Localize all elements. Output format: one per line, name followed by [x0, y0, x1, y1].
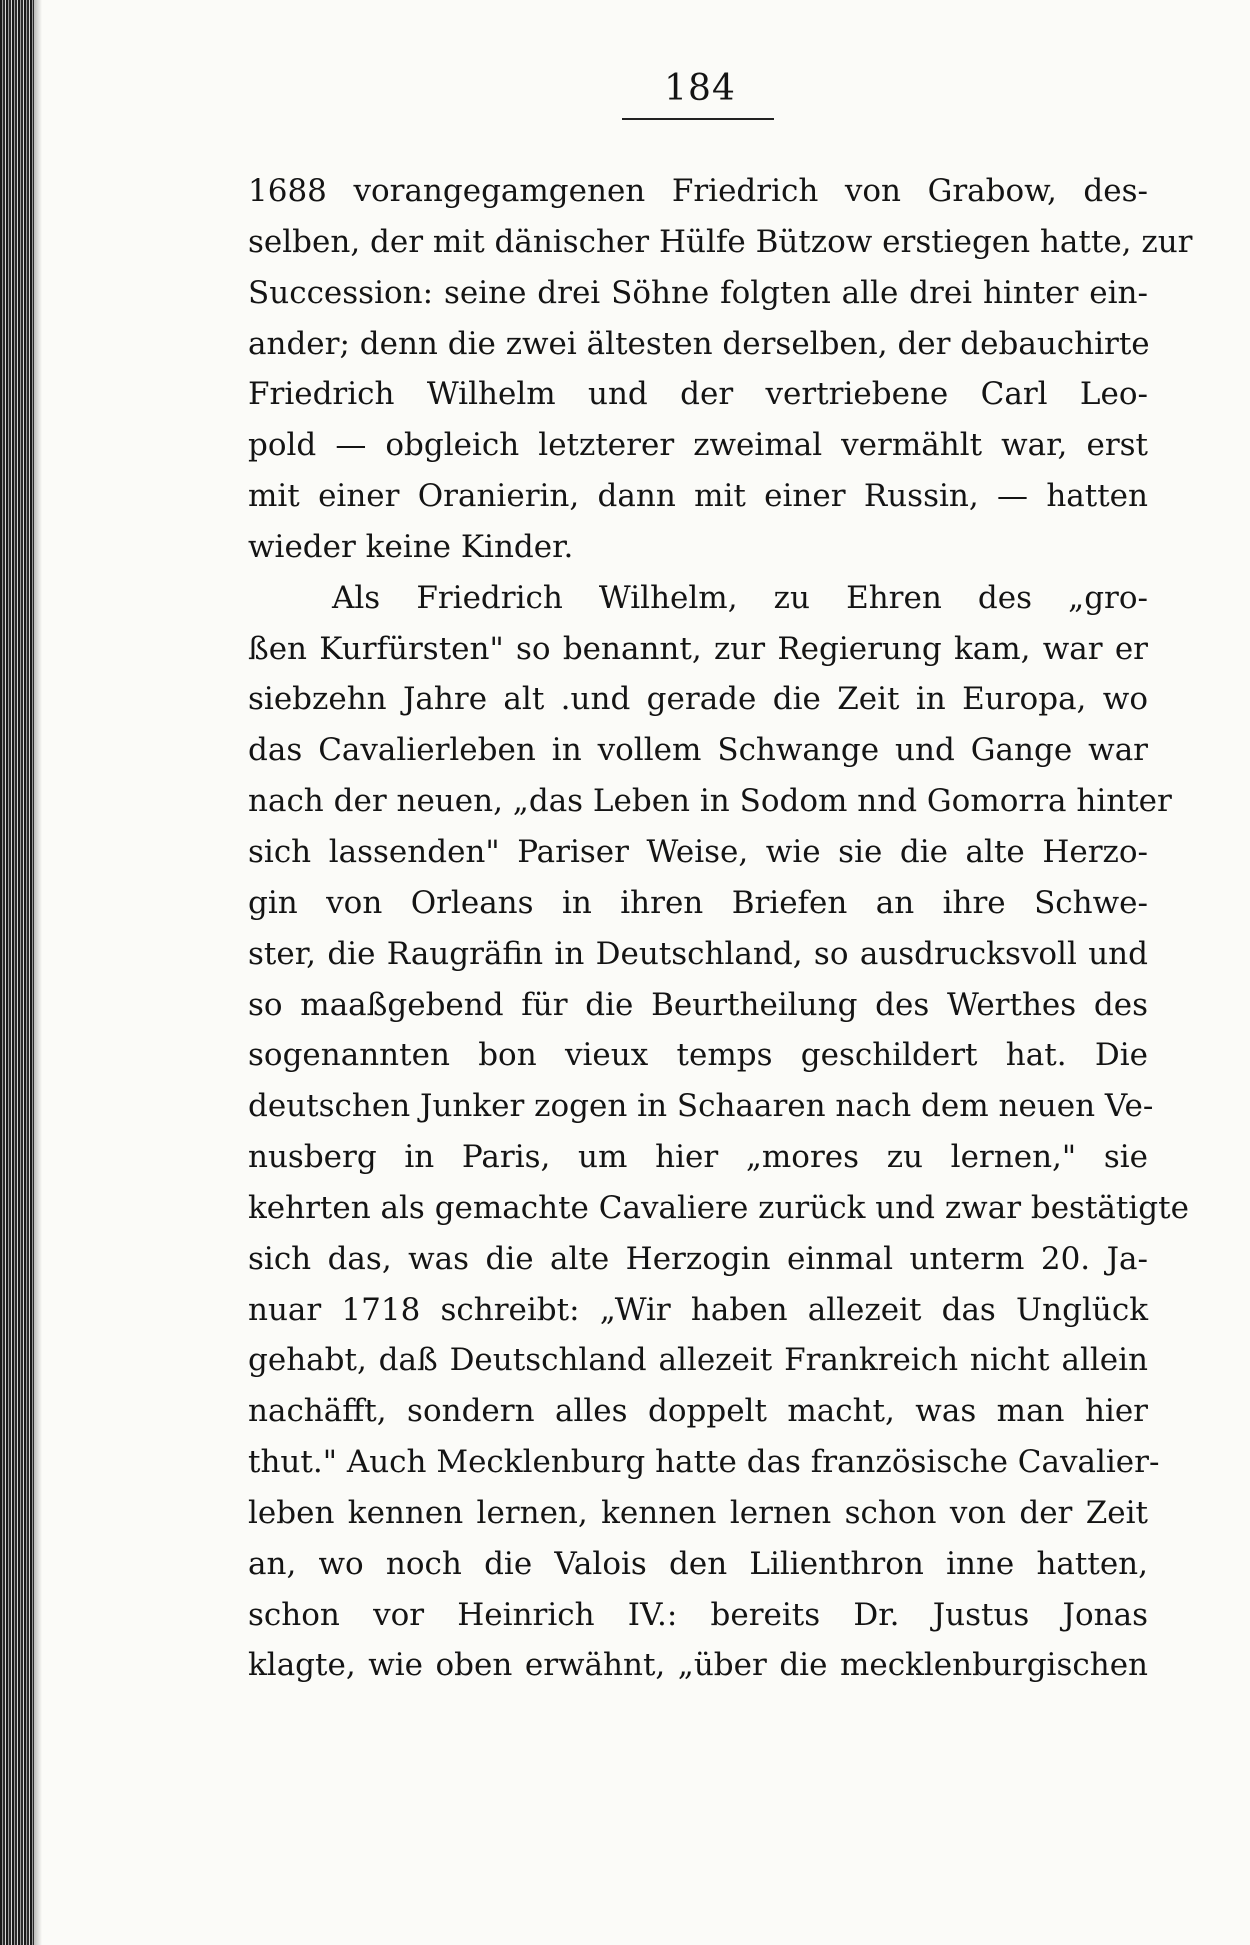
text-line: siebzehn Jahre alt .und gerade die Zeit in Europa, wo — [248, 681, 1148, 718]
text-line: pold — obgleich letzterer zweimal vermählt war, erst — [248, 427, 1148, 464]
text-line: ßen Kurfürsten" so benannt, zur Regierung kam, war er — [248, 630, 1148, 667]
text-line: sich das, was die alte Herzogin einmal unterm 20. Ja- — [248, 1240, 1148, 1277]
text-line: klagte, wie oben erwähnt, „über die mecklenburgischen — [248, 1647, 1148, 1684]
text-line: mit einer Oranierin, dann mit einer Russin, — hatten — [248, 478, 1148, 515]
text-line: so maaßgebend für die Beurtheilung des Werthes des — [248, 986, 1148, 1023]
text-line: gin von Orleans in ihren Briefen an ihre Schwe- — [248, 884, 1148, 921]
text-line: nusberg in Paris, um hier „mores zu lernen," sie — [248, 1139, 1148, 1176]
text-line: Friedrich Wilhelm und der vertriebene Carl Leo- — [248, 376, 1148, 413]
text-line: gehabt, daß Deutschland allezeit Frankreich nicht allein — [248, 1342, 1148, 1379]
text-line: kehrten als gemachte Cavaliere zurück und zwar bestätigte — [248, 1189, 1189, 1226]
text-line: an, wo noch die Valois den Lilienthron inne hatten, — [248, 1545, 1148, 1582]
text-line: Succession: seine drei Söhne folgten alle drei hinter ein- — [248, 274, 1148, 311]
text-line: ander; denn die zwei ältesten derselben, der debauchirte — [248, 325, 1150, 362]
text-line: nach der neuen, „das Leben in Sodom nnd Gomorra hinter — [248, 783, 1172, 820]
page-number-rule — [622, 118, 774, 120]
text-line: Als Friedrich Wilhelm, zu Ehren des „gro- — [332, 579, 1148, 616]
text-line: das Cavalierleben in vollem Schwange und Gange war — [248, 732, 1148, 769]
text-line: 1688 vorangegamgenen Friedrich von Grabow, des- — [248, 173, 1148, 209]
text-line: leben kennen lernen, kennen lernen schon von der Zeit — [248, 1494, 1148, 1531]
text-line: sogenannten bon vieux temps geschildert hat. Die — [248, 1037, 1148, 1074]
book-binding-edge — [0, 0, 34, 1945]
text-line: nachäfft, sondern alles doppelt macht, was man hier — [248, 1393, 1148, 1430]
text-line: wieder keine Kinder. — [248, 528, 574, 565]
text-line: nuar 1718 schreibt: „Wir haben allezeit das Unglück — [248, 1291, 1148, 1328]
binding-shadow — [34, 0, 42, 1945]
page-number: 184 — [664, 68, 736, 109]
text-line: thut." Auch Mecklenburg hatte das französische Cavalier- — [248, 1444, 1160, 1481]
text-line: selben, der mit dänischer Hülfe Bützow erstiegen hatte, zur — [248, 223, 1193, 260]
body-text — [248, 166, 1193, 1691]
text-line: schon vor Heinrich IV.: bereits Dr. Justus Jonas — [248, 1596, 1148, 1633]
text-line: ster, die Raugräfin in Deutschland, so ausdrucksvoll und — [248, 935, 1148, 972]
text-line: deutschen Junker zogen in Schaaren nach dem neuen Ve- — [248, 1088, 1154, 1125]
text-line: sich lassenden" Pariser Weise, wie sie die alte Herzo- — [248, 833, 1148, 870]
